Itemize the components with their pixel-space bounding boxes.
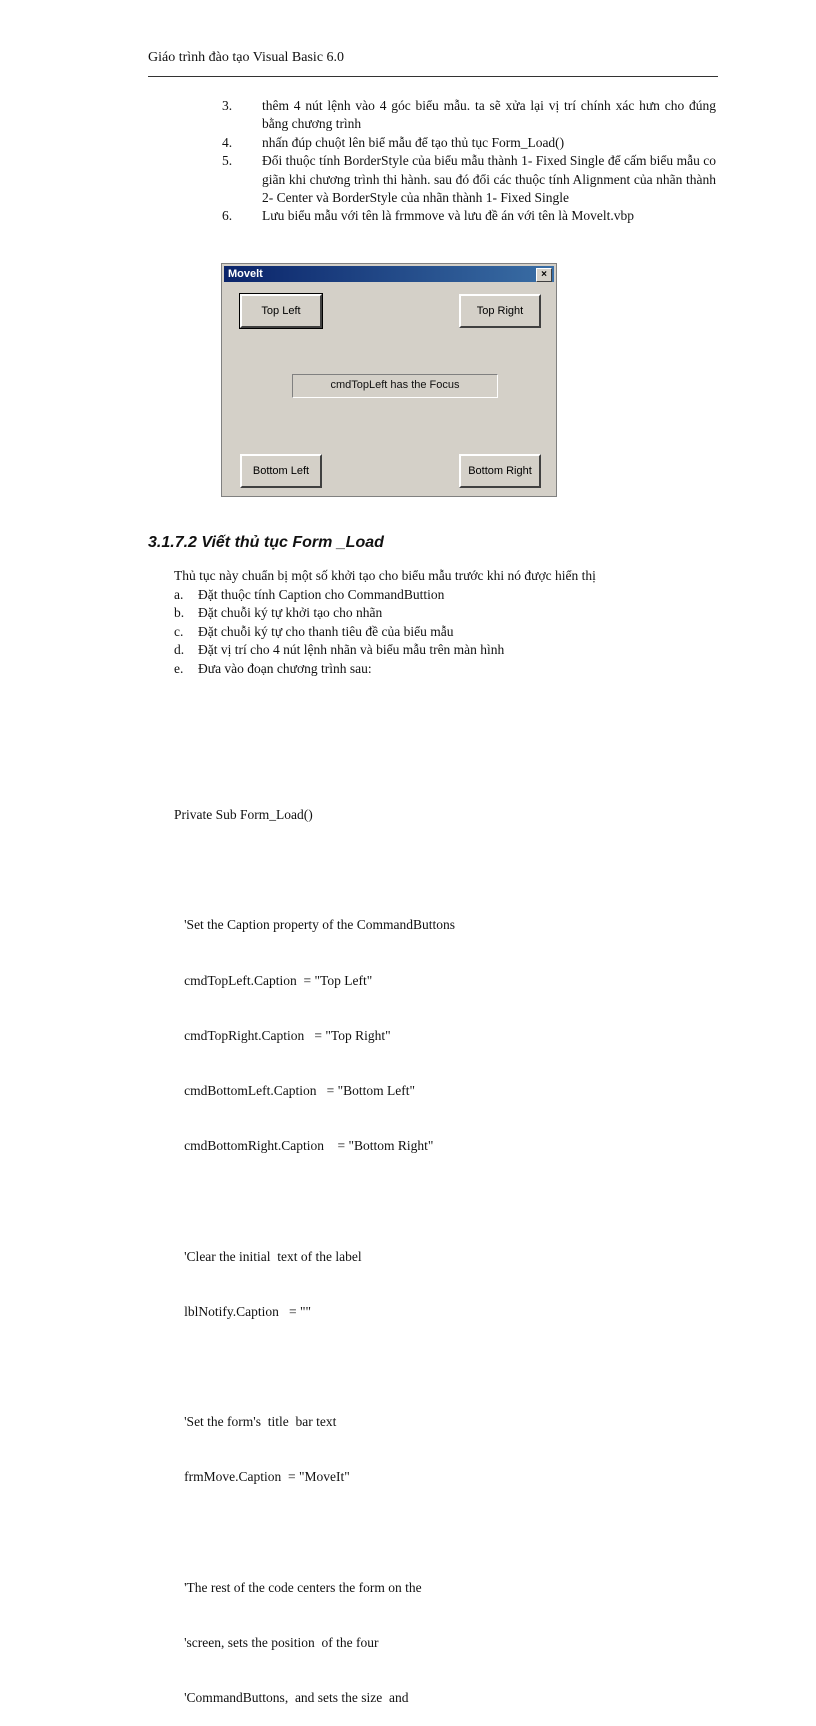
bottom-left-button[interactable]: Bottom Left — [240, 454, 322, 488]
moveit-window-screenshot — [221, 263, 557, 497]
bottom-right-button[interactable]: Bottom Right — [459, 454, 541, 488]
code-listing — [174, 714, 455, 1726]
step-item — [222, 97, 716, 134]
list-item — [174, 604, 504, 622]
list-letter: c. — [174, 623, 184, 639]
code-line: Private Sub Form_Load() — [174, 807, 313, 823]
window-titlebar — [224, 266, 554, 282]
code-line — [174, 861, 455, 879]
list-item — [174, 641, 504, 659]
code-line — [174, 1192, 455, 1210]
list-text: Đưa vào đoạn chương trình sau: — [198, 660, 372, 676]
code-line — [174, 1524, 455, 1542]
step-list — [222, 97, 716, 226]
list-item — [174, 623, 504, 641]
code-line — [174, 1358, 455, 1376]
list-letter: a. — [174, 587, 184, 602]
code-line — [174, 751, 455, 769]
code-line: 'Set the Caption property of the CommandButtons — [174, 917, 456, 933]
code-line: cmdTopRight.Caption = "Top Right" — [174, 1027, 391, 1043]
top-left-button[interactable]: Top Left — [240, 294, 322, 328]
list-text: Đặt chuỗi ký tự cho thanh tiêu đề của biểu mẫu — [198, 623, 454, 639]
task-list — [174, 586, 504, 678]
code-line: cmdTopLeft.Caption = "Top Left" — [174, 972, 373, 988]
code-line: 'The rest of the code centers the form on the — [174, 1579, 422, 1595]
close-icon[interactable]: × — [536, 268, 552, 282]
notify-label: cmdTopLeft has the Focus — [292, 374, 498, 398]
step-text: Đổi thuộc tính BorderStyle của biểu mẫu thành 1- Fixed Single để cấm biểu mẫu co giãn khi chương trình thi hành. sau đó đổi các thuộc tính Alignment của nhãn thành 2- Center và BorderStyle của nhãn thành 1- Fixed Single — [262, 153, 716, 206]
list-text: Đặt vị trí cho 4 nút lệnh nhãn và biểu mẫu trên màn hình — [198, 642, 505, 658]
list-item — [174, 586, 504, 604]
code-line: lblNotify.Caption = "" — [174, 1303, 312, 1319]
step-item — [222, 207, 716, 225]
step-text: nhấn đúp chuột lên biể mẫu để tạo thủ tục Form_Load() — [262, 134, 565, 150]
header-divider — [148, 76, 718, 77]
step-text: thêm 4 nút lệnh vào 4 góc biểu mẫu. ta sẽ xửa lại vị trí chính xác hưn cho đúng bằng chương trình — [262, 98, 716, 132]
list-letter: b. — [174, 605, 185, 621]
step-item — [222, 134, 716, 152]
top-right-button[interactable]: Top Right — [459, 294, 541, 328]
list-text: Đặt thuộc tính Caption cho CommandButtion — [198, 587, 445, 602]
step-number: 3. — [222, 98, 233, 113]
code-line: cmdBottomRight.Caption = "Bottom Right" — [174, 1138, 434, 1154]
step-number: 6. — [222, 208, 233, 224]
section-intro: Thủ tục này chuẩn bị một số khởi tạo cho biểu mẫu trước khi nó được hiển thị — [174, 568, 596, 583]
code-line: 'screen, sets the position of the four — [174, 1635, 379, 1651]
code-line: 'Set the form's title bar text — [174, 1414, 337, 1430]
list-letter: e. — [174, 660, 184, 676]
code-line: 'Clear the initial text of the label — [174, 1248, 362, 1264]
code-line: 'CommandButtons, and sets the size and — [174, 1690, 409, 1706]
window-title: Movelt — [228, 268, 263, 280]
step-number: 5. — [222, 153, 233, 169]
page-header: Giáo trình đào tạo Visual Basic 6.0 — [148, 50, 345, 65]
list-text: Đặt chuỗi ký tự khởi tạo cho nhãn — [198, 605, 383, 621]
step-number: 4. — [222, 134, 233, 150]
code-line: frmMove.Caption = "MoveIt" — [174, 1469, 350, 1485]
section-title: 3.1.7.2 Viết thủ tục Form _Load — [148, 534, 384, 551]
step-text: Lưu biểu mẫu với tên là frmmove và lưu đề án với tên là Movelt.vbp — [262, 208, 634, 224]
code-line: cmdBottomLeft.Caption = "Bottom Left" — [174, 1083, 415, 1099]
list-letter: d. — [174, 642, 185, 658]
list-item — [174, 660, 504, 678]
step-item — [222, 152, 716, 207]
